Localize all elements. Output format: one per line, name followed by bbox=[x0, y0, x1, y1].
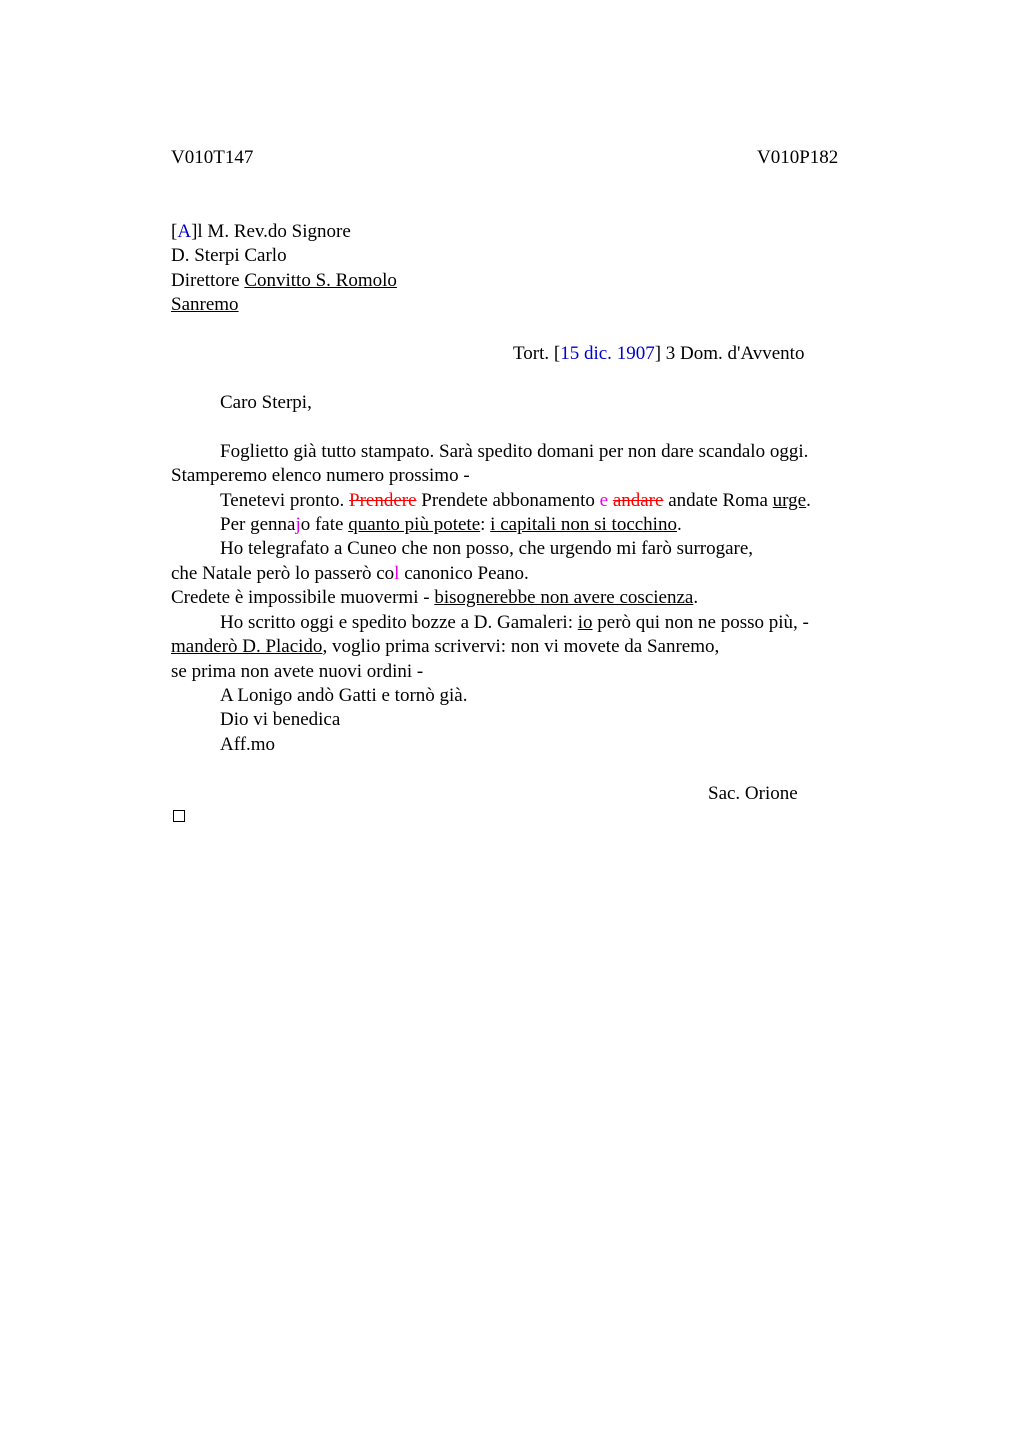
editorial-insert: A bbox=[177, 221, 192, 242]
body-line: Stamperemo elenco numero prossimo - bbox=[171, 465, 470, 486]
deleted-text: andare bbox=[612, 490, 664, 511]
archive-code-right: V010P182 bbox=[757, 147, 839, 168]
address-line-4 bbox=[171, 293, 239, 317]
body-line: Per gennajo fate quanto più potete: i capitali non si tocchino. bbox=[220, 514, 682, 535]
closing-valediction: Aff.mo bbox=[220, 734, 276, 755]
body-line: A Lonigo andò Gatti e tornò già. bbox=[220, 685, 468, 706]
body-line: Ho scritto oggi e spedito bozze a D. Gamaleri: io però qui non ne posso più, - bbox=[220, 612, 809, 633]
body-line: Ho telegrafato a Cuneo che non posso, che urgendo mi farò surrogare, bbox=[220, 538, 754, 559]
salutation: Caro Sterpi, bbox=[220, 392, 312, 413]
editorial-year: 1907 bbox=[616, 343, 655, 364]
author-insert: e bbox=[599, 490, 609, 511]
underlined-text: i capitali non si tocchino bbox=[490, 514, 677, 535]
underlined-text: Convitto S. Romolo bbox=[244, 270, 397, 291]
underlined-text: manderò D. Placido bbox=[171, 636, 323, 657]
archive-code-left: V010T147 bbox=[171, 147, 254, 168]
signature: Sac. Orione bbox=[708, 783, 798, 804]
body-line: manderò D. Placido, voglio prima scrivervi: non vi movete da Sanremo, bbox=[171, 636, 720, 657]
body-line: Tenetevi pronto. Prendere Prendete abbonamento e andare andate Roma urge. bbox=[220, 490, 811, 511]
body-line: che Natale però lo passerò col canonico Peano. bbox=[171, 563, 529, 584]
underlined-text: io bbox=[577, 612, 593, 633]
address-line-1: [A]l M. Rev.do Signore bbox=[171, 221, 351, 242]
underlined-text: bisognerebbe non avere coscienza bbox=[434, 587, 694, 608]
address-line-2: D. Sterpi Carlo bbox=[171, 245, 287, 266]
address-line-3: Direttore Convitto S. Romolo bbox=[171, 270, 397, 291]
closing-blessing: Dio vi benedica bbox=[220, 709, 341, 730]
body-line: se prima non avete nuovi ordini - bbox=[171, 661, 424, 682]
body-line: Credete è impossibile muovermi - bisognerebbe non avere coscienza. bbox=[171, 587, 699, 608]
deleted-text: Prendere bbox=[349, 490, 417, 511]
dateline: Tort. [15 dic. 1907] 3 Dom. d'Avvento bbox=[513, 343, 805, 364]
underlined-text: urge bbox=[772, 490, 807, 511]
author-insert: l bbox=[394, 563, 400, 584]
editorial-date: 15 dic. bbox=[560, 343, 612, 364]
body-line: Foglietto già tutto stampato. Sarà spedito domani per non dare scandalo oggi. bbox=[220, 441, 809, 462]
underlined-text: Sanremo bbox=[171, 294, 239, 315]
author-insert: j bbox=[295, 514, 301, 535]
empty-square-icon bbox=[173, 810, 185, 822]
underlined-text: quanto più potete bbox=[348, 514, 481, 535]
